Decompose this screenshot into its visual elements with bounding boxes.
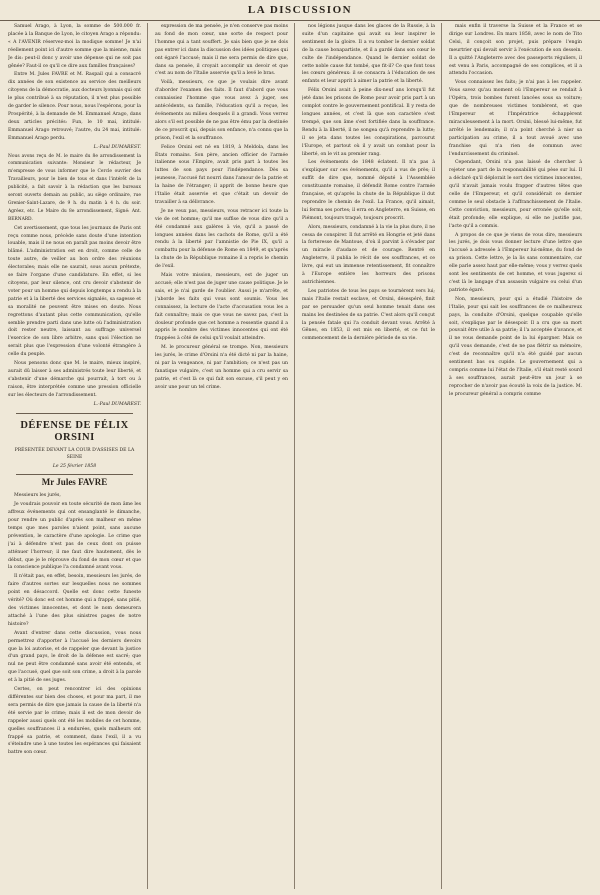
paragraph: Les événements de 1848 éclatent. Il n'a pas à s'expliquer sur ces événements, qu'il a vus de près; il suffit de dire que, nommé député à l'Assemblée constituante romaine, il défendit Rome contre l'armée française, et qu'après la chute de la République il dut reprendre le chemin de l'exil. La France, qu'il aimait, lui ferma ses portes; il erra en Angleterre, en Suisse, en Piémont, toujours traqué, toujours proscrit. — [302, 160, 435, 221]
newspaper-title: LA DISCUSSION — [247, 4, 353, 16]
paragraph: Il n'était pas, en effet, besoin, messieurs les jurés, de faire d'autres sortes sur lesquelles nous ne sommes point en désaccord. Quelle est donc cette funeste vérité? Où donc est cet homme qui a frappé, sans pitié, des victimes innocentes, et dont le nom demeurera attaché à l'une des plus sinistres pages de notre histoire? — [8, 574, 141, 627]
separator — [16, 474, 133, 475]
speaker-name: Mr Jules FAVRE — [41, 477, 108, 488]
separator — [16, 413, 133, 414]
column-2 — [155, 23, 288, 891]
paragraph: Certes, on peut rencontrer ici des opinions différentes sur bien des choses, et pour ma part, il me sera permis de dire que jamais la cause de la liberté n'a été servie par le crime; mais il est de mon devoir de rappeler aussi quels ont été les mobiles de cet homme, quelles souffrances il a endurées, quels malheurs ont frappé sa patrie, et comment, dans l'exil, il a vu s'éteindre une à une toutes les espérances qui faisaient battre son cœur. — [8, 687, 141, 756]
column-1 — [8, 23, 141, 891]
paragraph: Felice Orsini est né en 1819, à Meldola, dans les États romains. Son père, ancien officier de l'armée italienne sous l'Empire, avait pris part à toutes les luttes de son pays pour l'indépendance. Dès sa jeunesse, l'accusé fut nourri dans l'amour de la patrie et la haine de l'étranger; il apprit de bonne heure que l'Italie était asservie et que c'était un devoir de travailler à sa délivrance. — [155, 144, 288, 205]
column-3 — [302, 23, 435, 891]
article-subheadline: PRÉSENTÉE DEVANT LA COUR D'ASSISES DE LA SEINE — [14, 447, 135, 460]
paragraph: Je voudrais pouvoir en toute sécurité de mon âme les affreux événements qui ont ensanglanté le dimanche, pour rendre un public d'après son malheur en même temps que mes paroles n'aient point, sans aucune prévention, le caractère d'une apologie. Le crime que j'ai à défendre n'est pas de ceux dont on puisse atténuer l'horreur; il me faut dire hautement, dès le début, que je le réprouve du fond de mon cœur et que la conscience publique l'a condamné avant vous. — [8, 502, 141, 571]
signature: L.-Paul DUMAREST. — [93, 401, 141, 407]
paragraph: Cependant, Orsini n'a pas laissé de chercher à rejeter une part de la responsabilité qui pèse sur lui. Il a déclaré qu'il déplorait le sort des victimes innocentes, qu'il n'avait jamais voulu frapper d'autres têtes que celle de l'Empereur, et qu'il considérait ce dernier comme le seul obstacle à l'affranchissement de l'Italie. Cette conviction, messieurs, pour erronée qu'elle soit, était profonde; elle explique, si elle ne justifie pas, l'acte qu'il a commis. — [449, 160, 582, 229]
column-rule — [147, 23, 148, 889]
paragraph: Avant d'entrer dans cette discussion, vous nous permettrez d'apporter à l'accusé les derniers devoirs que la loi autorise, et de rappeler que devant la justice d'un grand pays, le droit de la défense est sacré; que nul ne peut être condamné sans avoir été entendu, et que l'accusé, quel que soit son crime, a droit à la parole et à la pitié de ses juges. — [8, 630, 141, 684]
signature: L.-Paul DUMAREST. — [93, 144, 141, 150]
paragraph: M. le procureur général se trompe. Non, messieurs les jurés, le crime d'Orsini n'a été dicté ni par la haine, ni par la vengeance, ni par l'ambition; ce n'est pas un fanatique vulgaire, c'est un homme qui a cru servir sa patrie, et c'est là ce qui fait son excuse, s'il peut y en avoir une pour un tel crime. — [155, 345, 288, 390]
salutation: Messieurs les jurés, — [14, 493, 61, 499]
article-date: Le 25 février 1858 — [52, 463, 97, 469]
paragraph: Mais votre mission, messieurs, est de juger un accusé; elle n'est pas de juger une cause politique. Je le sais, et je n'ai garde de l'oublier. Aussi je m'arrête, et j'aborde les faits qui vous sont soumis. Vous les connaissez, la lecture de l'acte d'accusation vous les a fait connaître; mais ce que vous ne savez pas, c'est la douleur profonde que cet homme a ressentie quand il a appris le nombre des victimes innocentes qui ont été frappées à côté de celui qu'il voulait atteindre. — [155, 273, 288, 342]
paragraph: mais enfin il traverse la Suisse et la France et se dirige sur Londres. En mars 1858, avec le nom de Tito Celsi, il conçoit son projet, puis prépare l'engin meurtrier qui devait servir à l'exécution de son dessein. Il a quitté l'Angleterre avec des passeports réguliers, il est venu à Paris, accompagné de ses complices, et il a attendu l'occasion. — [449, 24, 582, 77]
paragraph: Entre M. Jules FAVRE et M. Raspail qui a consacré dix années de son existence au service des meilleurs citoyens de la démocratie, aux docteurs lyonnais qui ont le plus contribué à sa réputation, il n'est plus possible de garder le silence. Pour nous, nous l'espérons, pour la Prospérité, à la demande de M. Emmanuel Arago, dans deux articles précités: Fun, le 10 mai, intitulé: Emmanuel Arago retrouvé; l'autre, du 24 mai, intitulé: Emmanuel Arago perdu. — [8, 72, 141, 141]
paragraph: A propos de ce que je viens de vous dire, messieurs les jurés, je dois vous donner lecture d'une lettre que l'accusé a adressée à l'Empereur lui-même, du fond de sa prison. Cette lettre, je la lis sans commentaire, car elle parle assez haut par elle-même; vous y verrez quels sont les sentiments de cet homme, et vous jugerez si c'est là le langage d'un assassin vulgaire ou celui d'un patriote égaré. — [449, 232, 582, 293]
paragraph: Cet avertissement, que tous les journaux de Paris ont reçu comme nous, précède sans doute d'une intention louable, mais il ne nous en paraît pas moins devoir être blâmé. L'administration est en droit, comme celle de toute autre, de veiller au bon ordre des réunions électorales; mais elle ne saurait, sous aucun prétexte, se faire l'organe d'une candidature. En effet, si les citoyens, par leur silence, ont cru devoir s'abstenir de voter pour un homme qui depuis longtemps a rendu à la patrie et à la liberté des services signalés, sa sagesse et sa moralité ne peuvent être mises en doute. Nous regrettons d'autant plus cette communication, qu'elle semble prendre parti dans une lutte où l'administration doit rester neutre, laissant au suffrage universel l'exercice de son libre arbitre, sans quoi l'élection ne serait plus que l'expression d'une volonté étrangère à celle du peuple. — [8, 225, 141, 358]
paragraph: Voilà, messieurs, ce que je voulais dire avant d'aborder l'examen des faits. Il faut d'abord que vous connaissiez l'homme que vous avez à juger, ses antécédents, sa famille, l'éducation qu'il a reçue, les événements au milieu desquels il a grandi. Vous verrez alors s'il est possible de ne pas être ému par la destinée de ce proscrit qui, depuis son enfance, n'a connu que la prison, l'exil et la souffrance. — [155, 80, 288, 141]
column-rule — [294, 23, 295, 889]
paragraph: Les patriotes de tous les pays se tournèrent vers lui; mais l'Italie restait esclave, et Orsini, désespéré, finit par se persuader qu'un seul homme tenait dans ses mains les destinées de sa patrie. C'est alors qu'il conçut la pensée fatale qui l'a conduit devant vous. Arrêté à Gênes, en 1853, il est mis en liberté, et ce fut le commencement de la dernière période de sa vie. — [302, 288, 435, 342]
notice: Nous avons reçu de M. le maire du 8e arrondissement la communication suivante: Monsieur le rédacteur, Je m'empresse de vous informer que le Cercle ouvrier des Travailleurs, pour le bien de tous et dans l'intérêt de la publicité, a fait savoir à la rédaction que les bureaux seront ouverts demain au public, au siège ordinaire, rue Grenier-Saint-Lazare, de 9 h. du matin à 4 h. du soir. Agréez, etc. Le Maire du 8e arrondissement, Signé: Ant. BERNARD. — [8, 153, 141, 222]
column-4 — [449, 23, 582, 891]
paragraph: Je ne veux pas, messieurs, vous retracer ici toute la vie de cet homme; qu'il me suffise de vous dire qu'il a été condamné aux galères à vie, qu'il a passé de longues années dans les cachots de Rome, qu'il a été rendu à la liberté par l'amnistie de Pie IX, qu'il a combattu pour la défense de Rome en 1849, et qu'après la chute de la République romaine il a repris le chemin de l'exil. — [155, 208, 288, 270]
paragraph: Vous connaissez les faits; je n'ai pas à les rappeler. Vous savez qu'au moment où l'Empereur se rendait à l'Opéra, trois bombes furent lancées sous sa voiture; que de nombreuses victimes tombèrent, et que l'Empereur et l'Impératrice échappèrent miraculeusement à la mort. Orsini, blessé lui-même, fut arrêté le lendemain; il n'a point cherché à nier sa participation au crime, il a tout avoué avec une franchise qui n'a rien de commun avec l'endurcissement du criminel. — [449, 80, 582, 157]
article-headline: DÉFENSE DE FÉLIX ORSINI — [20, 419, 129, 443]
paragraph: Non, messieurs, pour qui a étudié l'histoire de l'Italie, pour qui sait les souffrances de ce malheureux pays, la conduite d'Orsini, quelque coupable qu'elle soit, s'explique par le désespoir. Il a cru que sa mort pouvait être utile à sa patrie; il l'a acceptée d'avance, et il ne vous demande point de la lui épargner. Mais ce qu'il vous demande, c'est de ne pas flétrir sa mémoire, c'est de reconnaître qu'il n'a été guidé par aucun sentiment bas ou cupide. Le gouvernement qui a compris comme lui l'état de l'Italie, s'il était resté sourd à ses souffrances, aurait peut-être un jour à se reprocher de n'avoir pas écouté la voix de la justice. M. le procureur général a compris comme — [449, 296, 582, 397]
paragraph: expression de ma pensée, je n'en conserve pas moins au fond de mon cœur, une sorte de respect pour l'homme qui a tant souffert. Je sais bien que je ne dois pas entrer ici dans la discussion des idées politiques qui ont égaré l'accusé; mais il me sera permis de dire que, dans sa pensée, il croyait accomplir un devoir et que c'est au nom de l'Italie asservie qu'il a levé le bras. — [155, 24, 288, 77]
paragraph: Alors, messieurs, condamné à la vie la plus dure, il ne cessa de conspirer. Il fut arrêté en Hongrie et jeté dans la forteresse de Mantoue, d'où il parvint à s'évader par un miracle d'audace et de courage. Rentré en Angleterre, il publia le récit de ses souffrances, et ce livre, qui eut un immense retentissement, fit connaître à l'Europe entière les horreurs des prisons autrichiennes. — [302, 224, 435, 285]
masthead — [0, 0, 600, 21]
paragraph: nos légions jusque dans les glaces de la Russie, à la suite d'un capitaine qui avait su leur inspirer le sentiment de la gloire. Il a vu tomber le dernier soldat de la cause bonapartiste, et il a gardé dans son cœur le culte de l'indépendance. Quand le dernier soldat de cette noble cause fut tombé, que fit-il? Ce que font tous les cœurs généreux: il se consacra à l'éducation de ses enfants et leur apprit à aimer la patrie et la liberté. — [302, 24, 435, 85]
column-rule — [441, 23, 442, 889]
paragraph: Nous pensons donc que M. le maire, mieux inspiré, aurait dû laisser à ses administrés toute leur liberté, et s'abstenir d'une démarche qui pourrait, à tort ou à raison, être interprétée comme une pression officielle sur les électeurs de l'arrondissement. — [8, 361, 141, 398]
paragraph: Félix Orsini avait à peine dix-neuf ans lorsqu'il fut jeté dans les prisons de Rome pour avoir pris part à un complot contre le gouvernement pontifical. Il y resta de longues années, et c'est là que son caractère s'est trempé, que son âme s'est fortifiée dans la souffrance. Rendu à la liberté, il ne songea qu'à reprendre la lutte; il se jeta dans toutes les conspirations, parcourut l'Europe, et partout où il y avait un combat pour la liberté, on le vit au premier rang. — [302, 88, 435, 157]
paragraph: Samuel Arago, à Lyon, la somme de 500.000 fr. placée à la Banque de Lyon, le citoyen Arago a répondu: « A l'AVENIR réservez-moi la modique somme! Je n'ai réellement point ici d'autre somme que la mienne, mais Je dis: peut-il donc y avoir une dépense qui ne soit pas gênée? Faut-il ce qu'il ce dire aux familles françaises? — [8, 24, 141, 69]
